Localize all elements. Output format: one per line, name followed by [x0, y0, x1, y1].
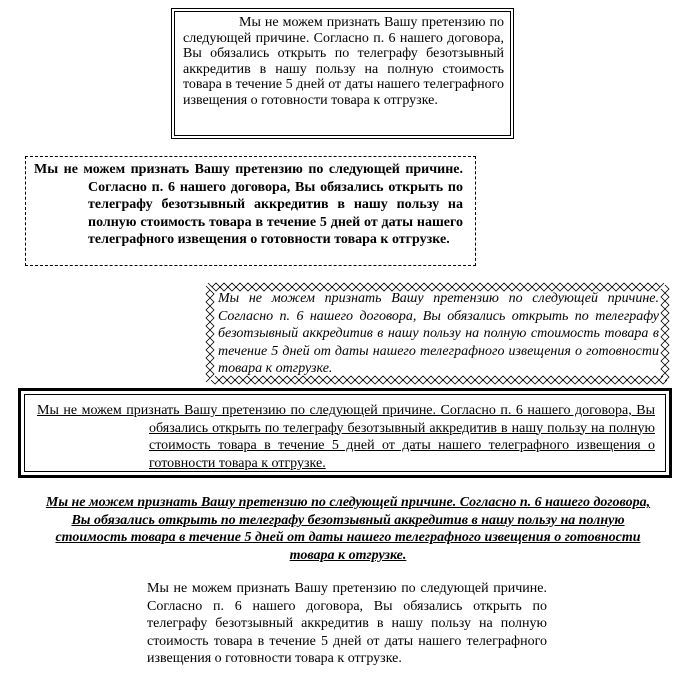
paragraph-text: Мы не можем признать Вашу претензию по следующей причине. Согласно п. 6 нашего договора, Вы обязались открыть по телеграфу безотзывный аккредитив в нашу пользу на полную стоимость товара в течение 5 дней от даты нашего телеграфного извещения о готовности товара к отгрузке.: [45, 495, 651, 563]
paragraph-text: Мы не можем признать Вашу претензию по следующей причине. Согласно п. 6 нашего договора, Вы обязались открыть по телеграфу безотзывный аккредитив в нашу пользу на полную стоимость товара в течение 5 дней от даты нашего телеграфного извещения о готовности товара к отгрузке.: [183, 15, 504, 108]
bold-italic-underlined-text-block: [40, 494, 656, 564]
paragraph-text: Мы не можем признать Вашу претензию по следующей причине. Согласно п. 6 нашего договора, Вы обязались открыть по телеграфу безотзывный аккредитив в нашу пользу на полную стоимость товара в течение 5 дней от даты нашего телеграфного извещения о готовности товара к отгрузке.: [147, 581, 547, 667]
double-border-text-block: [171, 8, 514, 139]
paragraph-text: Мы не можем признать Вашу претензию по следующей причине. Согласно п. 6 нашего договора, Вы обязались открыть по телеграфу безотзывный аккредитив в нашу пользу на полную стоимость товара в течение 5 дней от даты нашего телеграфного извещения о готовности товара к отгрузке.: [37, 403, 655, 471]
zigzag-border-text-block: [205, 282, 670, 385]
zigzag-border-segment: [206, 286, 210, 382]
dashed-border-text-block: [25, 156, 476, 266]
paragraph-text: Мы не можем признать Вашу претензию по следующей причине. Согласно п. 6 нашего договора, Вы обязались открыть по телеграфу безотзывный аккредитив в нашу пользу на полную стоимость товара в течение 5 дней от даты нашего телеграфного извещения о готовности товара к отгрузке.: [218, 291, 659, 377]
zigzag-border-segment: [208, 283, 664, 287]
thick-thin-frame-text-block: [18, 388, 672, 478]
inner-frame: [24, 394, 666, 472]
plain-justified-text-block: [147, 580, 547, 668]
paragraph-text: Мы не можем признать Вашу претензию по следующей причине. Согласно п. 6 нашего договора, Вы обязались открыть по телеграфу безотзывный аккредитив в нашу пользу на полную стоимость товара в течение 5 дней от даты нашего телеграфного извещения о готовности товара к отгрузке.: [34, 162, 463, 248]
zigzag-border-segment: [210, 290, 214, 378]
zigzag-border-segment: [211, 380, 667, 384]
zigzag-border-segment: [665, 285, 669, 381]
zigzag-border-segment: [661, 289, 665, 377]
